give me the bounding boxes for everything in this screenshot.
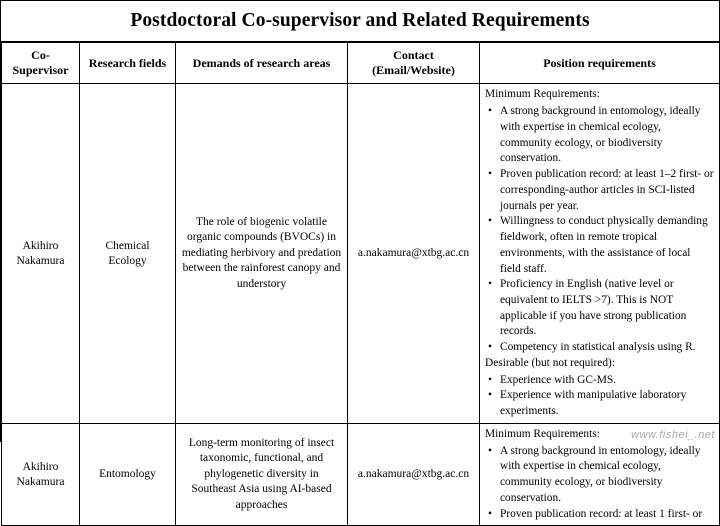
cell-research-field: Chemical Ecology [80, 84, 176, 423]
requirement-text: Proven publication record: at least 1–2 first- or corresponding-author articles in SCI-listed journals per year. [500, 168, 714, 212]
bullet-icon: • [488, 389, 492, 402]
requirement-text: Proven publication record: at least 1 first- or [500, 507, 703, 520]
bullet-icon: • [488, 341, 492, 354]
table-row [2, 84, 720, 423]
table-row [2, 423, 720, 525]
supervisor-name-line-1: Akihiro [22, 460, 59, 473]
bullet-icon: • [488, 105, 492, 118]
bullet-icon: • [488, 373, 492, 386]
requirement-bullet [485, 167, 714, 214]
cell-research-demands [176, 84, 348, 423]
requirement-text: A strong background in entomology, ideally with expertise in chemical ecology, community ecology, or biodiversity conservation. [500, 105, 701, 165]
requirement-heading: Minimum Requirements: [485, 427, 600, 440]
column-header-co-supervisor: Co-Supervisor [2, 43, 80, 84]
requirement-bullet [485, 104, 714, 167]
cell-research-demands [176, 423, 348, 525]
requirement-bullet [485, 373, 714, 389]
requirement-text: Competency in statistical analysis using R. [500, 341, 696, 354]
column-header-research-fields: Research fields [80, 43, 176, 84]
supervisor-name-line-2: Nakamura [16, 254, 65, 267]
bullet-icon: • [488, 215, 492, 228]
cell-contact[interactable] [348, 423, 480, 525]
page-title: Postdoctoral Co-supervisor and Related Requirements [1, 1, 719, 42]
demands-text: Long-term monitoring of insect taxonomic, functional, and phylogenetic diversity in Southeast Asia using AI-based approaches [188, 436, 335, 511]
column-header-contact [348, 43, 480, 84]
table-header-row [2, 43, 720, 84]
column-header-position-requirements: Position requirements [480, 43, 720, 84]
requirement-heading: Minimum Requirements: [485, 88, 600, 101]
contact-email[interactable]: a.nakamura@xtbg.ac.cn [357, 468, 470, 481]
requirement-bullet [485, 214, 714, 277]
requirement-text: Experience with manipulative laboratory experiments. [500, 389, 687, 418]
contact-header-line-1: Contact [393, 48, 434, 63]
cell-contact[interactable] [348, 84, 480, 423]
requirement-text: Experience with GC-MS. [500, 373, 617, 386]
cell-supervisor [2, 84, 80, 423]
bullet-icon: • [488, 444, 492, 457]
bullet-icon: • [488, 507, 492, 520]
requirement-bullet [485, 277, 714, 340]
cell-supervisor [2, 423, 80, 525]
supervisor-name-line-2: Nakamura [16, 475, 65, 488]
requirements-table [1, 42, 720, 526]
requirement-bullet [485, 444, 714, 507]
contact-email[interactable]: a.nakamura@xtbg.ac.cn [357, 247, 470, 260]
requirement-text: Willingness to conduct physically demanding fieldwork, often in remote tropical environments, with the assistance of local field staff. [500, 215, 708, 275]
requirement-bullet [485, 388, 714, 419]
supervisor-name-line-1: Akihiro [22, 239, 59, 252]
cell-position-requirements [480, 423, 720, 525]
requirement-bullet [485, 340, 714, 356]
watermark-text: www.fishei_.net [631, 429, 715, 441]
bullet-icon: • [488, 168, 492, 181]
requirement-text: Proficiency in English (native level or equivalent to IELTS >7). This is NOT applicable if you have strong publication records. [500, 278, 687, 338]
requirement-text: A strong background in entomology, ideally with expertise in chemical ecology, community ecology, or biodiversity conservation. [500, 444, 701, 504]
contact-header-line-2: (Email/Website) [372, 63, 455, 78]
requirements-list-row-1 [485, 87, 714, 419]
column-header-demands: Demands of research areas [176, 43, 348, 84]
demands-text: The role of biogenic volatile organic compounds (BVOCs) in mediating herbivory and predation between the rainforest canopy and understory [181, 215, 342, 290]
requirement-heading: Desirable (but not required): [485, 356, 615, 369]
requirements-list-row-2 [485, 427, 714, 522]
cell-position-requirements [480, 84, 720, 423]
requirement-bullet [485, 507, 714, 523]
bullet-icon: • [488, 278, 492, 291]
cell-research-field: Entomology [80, 423, 176, 525]
